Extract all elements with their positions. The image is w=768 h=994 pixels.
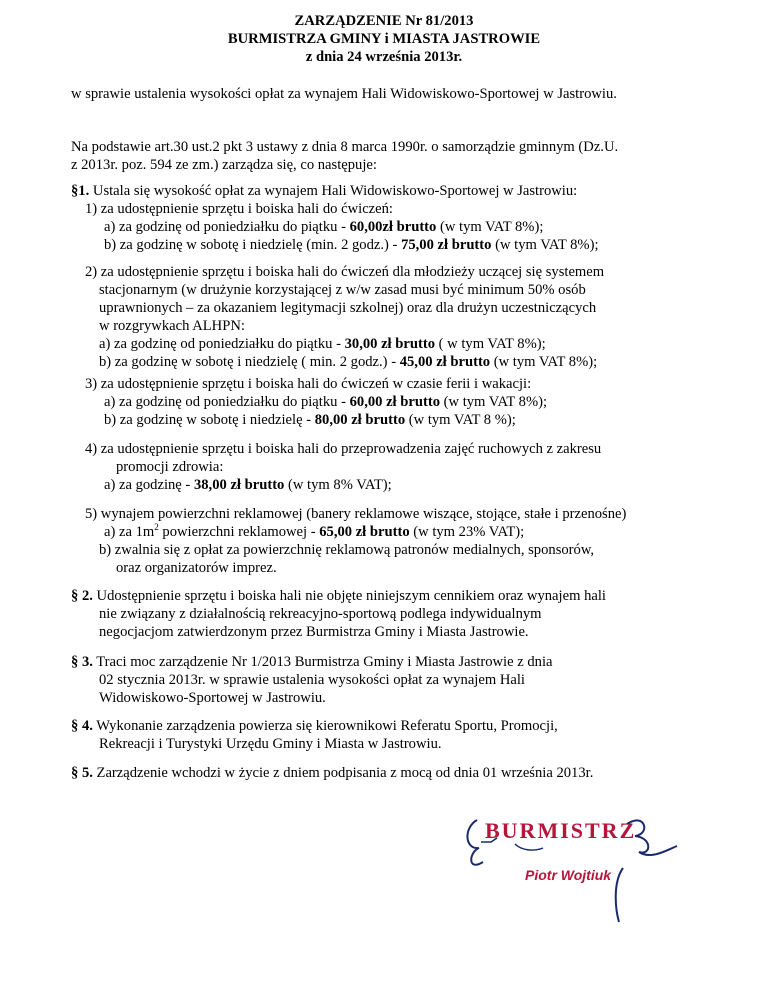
section-2: [71, 587, 721, 641]
section-2-line-2: nie związany z działalnością rekreacyjno-sportową podlega indywidualnym: [99, 606, 542, 622]
point-2-a-text: a) za godzinę od poniedziałku do piątku -: [99, 336, 345, 352]
point-2-a-vat: ( w tym VAT 8%);: [435, 336, 546, 352]
section-4-text-1: Wykonanie zarządzenia powierza się kierownikowi Referatu Sportu, Promocji,: [92, 718, 558, 734]
point-4-item-a: [71, 476, 721, 494]
point-5-a-text: a) za 1m: [104, 524, 155, 540]
preamble-line-1: Na podstawie art.30 ust.2 pkt 3 ustawy z dnia 8 marca 1990r. o samorządzie gminnym (Dz.U.: [71, 139, 619, 155]
section-1-intro-text: Ustala się wysokość opłat za wynajem Hali Widowiskowo-Sportowej w Jastrowiu:: [89, 183, 578, 199]
subject-line: [71, 85, 721, 103]
section-3-line-3: Widowiskowo-Sportowej w Jastrowiu.: [99, 690, 326, 706]
point-2-line-3: uprawnionych – za okazaniem legitymacji szkolnej) oraz dla drużyn uczestniczących: [99, 300, 597, 316]
preamble-line-2: z 2013r. poz. 594 ze zm.) zarządza się, co następuje:: [71, 157, 377, 173]
section-3-text-1: Traci moc zarządzenie Nr 1/2013 Burmistrza Gminy i Miasta Jastrowie z dnia: [92, 654, 553, 670]
point-1-a-text: a) za godzinę od poniedziałku do piątku -: [104, 219, 350, 235]
point-2-a-price: 30,00 zł brutto: [344, 336, 435, 352]
point-1-title: 1) za udostępnienie sprzętu i boiska hali do ćwiczeń:: [85, 201, 393, 217]
section-3-mark: § 3.: [71, 654, 93, 670]
point-3-item-a: [71, 393, 721, 411]
point-4-line-2: promocji zdrowia:: [116, 459, 224, 475]
point-3-b-vat: (w tym VAT 8 %);: [405, 412, 516, 428]
point-4: [71, 440, 721, 494]
point-5-a-superscript: 2: [154, 522, 159, 532]
point-3-b-price: 80,00 zł brutto: [314, 412, 406, 428]
point-2-line-4: w rozgrywkach ALHPN:: [99, 318, 245, 334]
point-1-b-price: 75,00 zł brutto: [401, 237, 492, 253]
section-4-line-1: [71, 717, 721, 735]
section-3: [71, 653, 721, 707]
point-5: [71, 505, 721, 577]
header-authority: BURMISTRZA GMINY i MIASTA JASTROWIE: [227, 31, 541, 47]
point-4-a-text: a) za godzinę -: [104, 477, 194, 493]
signature-flourish-left: [467, 820, 483, 865]
subject-text: w sprawie ustalenia wysokości opłat za wynajem Hali Widowiskowo-Sportowej w Jastrowiu.: [71, 86, 617, 102]
point-5-item-a: [71, 523, 721, 541]
section-1-intro: [71, 182, 721, 200]
signature-stamp: [455, 790, 695, 930]
point-5-item-b-line-1: b) zwalnia się z opłat za powierzchnię reklamową patronów medialnych, sponsorów,: [99, 542, 595, 558]
section-5-text-1: Zarządzenie wchodzi w życie z dniem podpisania z mocą od dnia 01 września 2013r.: [92, 765, 594, 781]
point-2-line-2: stacjonarnym (w drużynie korzystającej z w/w zasad musi być minimum 50% osób: [99, 282, 586, 298]
point-3-a-vat: (w tym VAT 8%);: [440, 394, 548, 410]
section-1: [71, 182, 721, 254]
point-3-title: 3) za udostępnienie sprzętu i boiska hali do ćwiczeń w czasie ferii i wakacji:: [85, 376, 532, 392]
point-4-line-1: 4) za udostępnienie sprzętu i boiska hali do przeprowadzenia zajęć ruchowych z zakresu: [85, 441, 602, 457]
section-2-line-1: [71, 587, 721, 605]
document-header: [0, 12, 768, 66]
point-5-a-vat: (w tym 23% VAT);: [409, 524, 525, 540]
point-3-a-text: a) za godzinę od poniedziałku do piątku -: [104, 394, 350, 410]
point-2-item-b: [71, 353, 721, 371]
point-1-b-vat: (w tym VAT 8%);: [491, 237, 599, 253]
section-3-line-1: [71, 653, 721, 671]
point-5-item-b-line-2: oraz organizatorów imprez.: [116, 560, 277, 576]
point-5-a-price: 65,00 zł brutto: [319, 524, 410, 540]
point-2-b-price: 45,00 zł brutto: [399, 354, 491, 370]
signature-pen-stroke: [616, 868, 623, 922]
point-4-a-price: 38,00 zł brutto: [193, 477, 285, 493]
signature-squiggle: [515, 844, 543, 850]
point-1-a-price: 60,00zł brutto: [349, 219, 437, 235]
point-1-item-a: [71, 218, 721, 236]
preamble: [71, 138, 721, 174]
point-3-item-b: [71, 411, 721, 429]
point-3-b-text: b) za godzinę w sobotę i niedzielę -: [104, 412, 315, 428]
stamp-name: Piotr Wojtiuk: [525, 867, 612, 883]
point-2-b-text: b) za godzinę w sobotę i niedzielę ( min. 2 godz.) -: [99, 354, 400, 370]
section-5-mark: § 5.: [71, 765, 93, 781]
section-5: [71, 764, 721, 782]
point-2: [71, 263, 721, 371]
point-1-item-b: [71, 236, 721, 254]
section-2-text-1: Udostępnienie sprzętu i boiska hali nie objęte niniejszym cennikiem oraz wynajem hali: [92, 588, 606, 604]
section-3-line-2: 02 stycznia 2013r. w sprawie ustalenia wysokości opłat za wynajem Hali: [99, 672, 525, 688]
section-4-mark: § 4.: [71, 718, 93, 734]
point-3: [71, 375, 721, 429]
section-4: [71, 717, 721, 753]
section-5-line-1: [71, 764, 721, 782]
point-1-a-vat: (w tym VAT 8%);: [436, 219, 544, 235]
section-1-mark: §1.: [71, 183, 90, 199]
header-title: ZARZĄDZENIE Nr 81/2013: [294, 13, 474, 29]
point-5-line-1: 5) wynajem powierzchni reklamowej (banery reklamowe wiszące, stojące, stałe i przenośne): [85, 506, 627, 522]
point-2-line-1: 2) za udostępnienie sprzętu i boiska hali do ćwiczeń dla młodzieży uczącej się systemem: [85, 264, 605, 280]
section-4-line-2: Rekreacji i Turystyki Urzędu Gminy i Miasta w Jastrowiu.: [99, 736, 442, 752]
point-2-b-vat: (w tym VAT 8%);: [490, 354, 598, 370]
point-4-a-vat: (w tym 8% VAT);: [284, 477, 392, 493]
point-1-b-text: b) za godzinę w sobotę i niedzielę (min. 2 godz.) -: [104, 237, 402, 253]
section-2-mark: § 2.: [71, 588, 93, 604]
stamp-title: BURMISTRZ: [485, 818, 637, 843]
header-date: z dnia 24 września 2013r.: [305, 49, 463, 65]
section-2-line-3: negocjacjom zatwierdzonym przez Burmistrza Gminy i Miasta Jastrowie.: [99, 624, 529, 640]
point-3-a-price: 60,00 zł brutto: [349, 394, 440, 410]
point-5-a-mid: powierzchni reklamowej -: [158, 524, 320, 540]
point-2-item-a: [71, 335, 721, 353]
